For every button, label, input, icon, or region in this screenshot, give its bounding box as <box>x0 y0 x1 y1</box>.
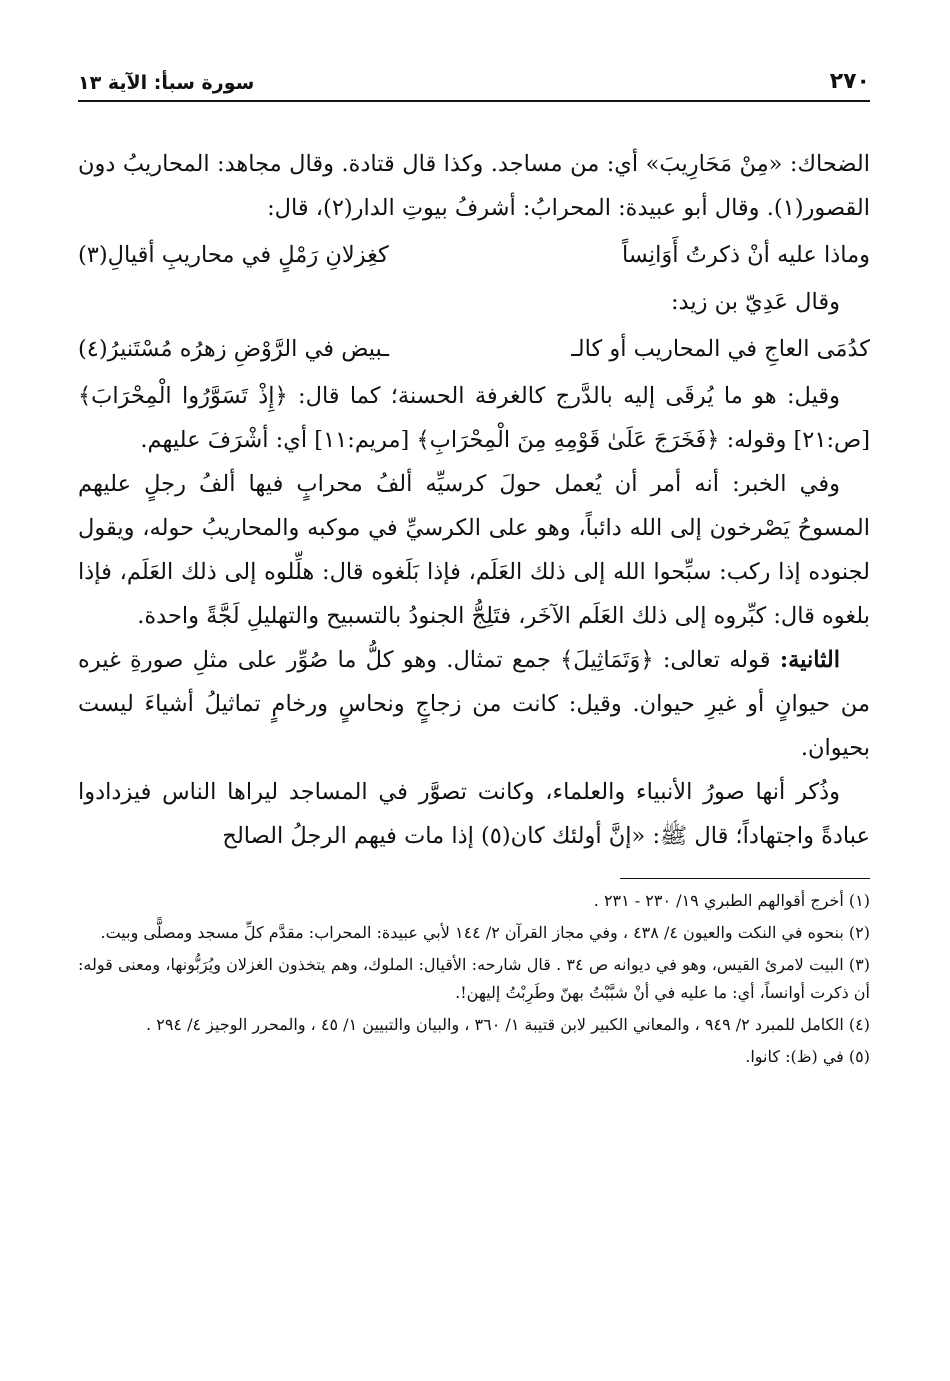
footnote-1: (١) أخرج أقوالهم الطبري ١٩/ ٢٣٠ - ٢٣١ . <box>593 891 870 910</box>
paragraph-dahhak: الضحاك: «مِنْ مَحَارِيبَ» أي: من مساجد. وكذا قال قتادة. وقال مجاهد: المحاريبُ دون القصور(١). وقال أبو عبيدة: المحرابُ: أشرفُ بيوتِ الدار(٢)، قال: <box>78 151 870 221</box>
verse-adi-ibn-zaid <box>78 326 870 372</box>
header-divider <box>78 100 870 102</box>
section-label: الثانية: <box>779 647 840 673</box>
verse-first-half: وماذا عليه أنْ ذكرتُ أَوَانِساً <box>621 242 870 268</box>
page-number: ٢٧٠ <box>829 69 870 94</box>
main-text <box>78 142 870 858</box>
footnotes <box>78 887 870 1071</box>
footnote-2: (٢) بنحوه في النكت والعيون ٤/ ٤٣٨ ، وفي مجاز القرآن ٢/ ١٤٤ لأبي عبيدة: المحراب: مقدَّم كلِّ مسجد ومصلًّى وبيت. <box>100 923 870 942</box>
footnote-4: (٤) الكامل للمبرد ٢/ ٩٤٩ ، والمعاني الكبير لابن قتيبة ١/ ٣٦٠ ، والبيان والتبيين ١/ ٤٥ ، والمحرر الوجيز ٤/ ٢٩٤ . <box>146 1015 870 1034</box>
running-title: سورة سبأ: الآية ١٣ <box>78 72 255 94</box>
paragraph-second-issue-text: قوله تعالى: ﴿وَتَمَاثِيلَ﴾ جمع تمثال. وهو كلُّ ما صُوِّر على مثلِ صورةِ غيره من حيوانٍ أو غيرِ حيوان. وقيل: كانت من زجاجٍ ونحاسٍ ورخامٍ تماثيلُ أشياءَ ليست بحيوان. <box>78 647 870 761</box>
verse-second-half: ـبيض في الرَّوْضِ زهرُه مُسْتَنيرُ(٤) <box>78 336 389 362</box>
paragraph-khabar: وفي الخبر: أنه أمر أن يُعمل حولَ كرسيِّه ألفُ محرابٍ فيها ألفُ رجلٍ عليهم المسوحُ يَصْرخون إلى الله دائباً، وهو على الكرسيِّ في موكبه والمحاريبُ حوله، ويقول لجنوده إذا ركب: سبِّحوا الله إلى ذلك العَلَم، فإذا بَلَغوه قال: هلِّلوه إلى ذلك العَلَم، فإذا بلغوه قال: كبِّروه إلى ذلك العَلَم الآخَر، فتَلِجُّ الجنودُ بالتسبيح والتهليلِ لَجَّةً واحدة. <box>78 471 870 629</box>
paragraph-adi-intro: وقال عَدِيّ بن زيد: <box>670 289 840 315</box>
verse-second-half: كغِزلانِ رَمْلٍ في محاريبِ أقيالِ(٣) <box>78 242 389 268</box>
page-header <box>78 60 870 94</box>
paragraph-second-issue <box>78 638 870 770</box>
book-page <box>78 60 870 1360</box>
verse-imru-alqais <box>78 232 870 278</box>
footnote-3: (٣) البيت لامرئ القيس، وهو في ديوانه ص ٣٤ . قال شارحه: الأقيال: الملوك، وهم يتخذون الغزلان ويُرَبُّونها، ومعنى قوله: أن ذكرت أوانساً، أي: ما عليه في أنْ شبَّبْتُ بهنّ وطَرِبْتُ إليهن!. <box>78 955 870 1002</box>
footnote-5: (٥) في (ظ): كانوا. <box>745 1047 870 1066</box>
paragraph-qila: وقيل: هو ما يُرقَى إليه بالدَّرج كالغرفة الحسنة؛ كما قال: ﴿إِذْ تَسَوَّرُوا الْمِحْرَابَ﴾ [ص:٢١] وقوله: ﴿فَخَرَجَ عَلَىٰ قَوْمِهِ مِنَ الْمِحْرَابِ﴾ [مريم:١١] أي: أشْرَفَ عليهم. <box>78 383 870 453</box>
paragraph-statues: وذُكر أنها صورُ الأنبياء والعلماء، وكانت تصوَّر في المساجد ليراها الناس فيزدادوا عبادةً واجتهاداً؛ قال ﷺ: «إنَّ أولئك كان(٥) إذا مات فيهم الرجلُ الصالح <box>78 779 870 849</box>
verse-first-half: كدُمَى العاجِ في المحاريب أو كالـ <box>571 336 870 362</box>
footnote-divider <box>620 878 870 879</box>
